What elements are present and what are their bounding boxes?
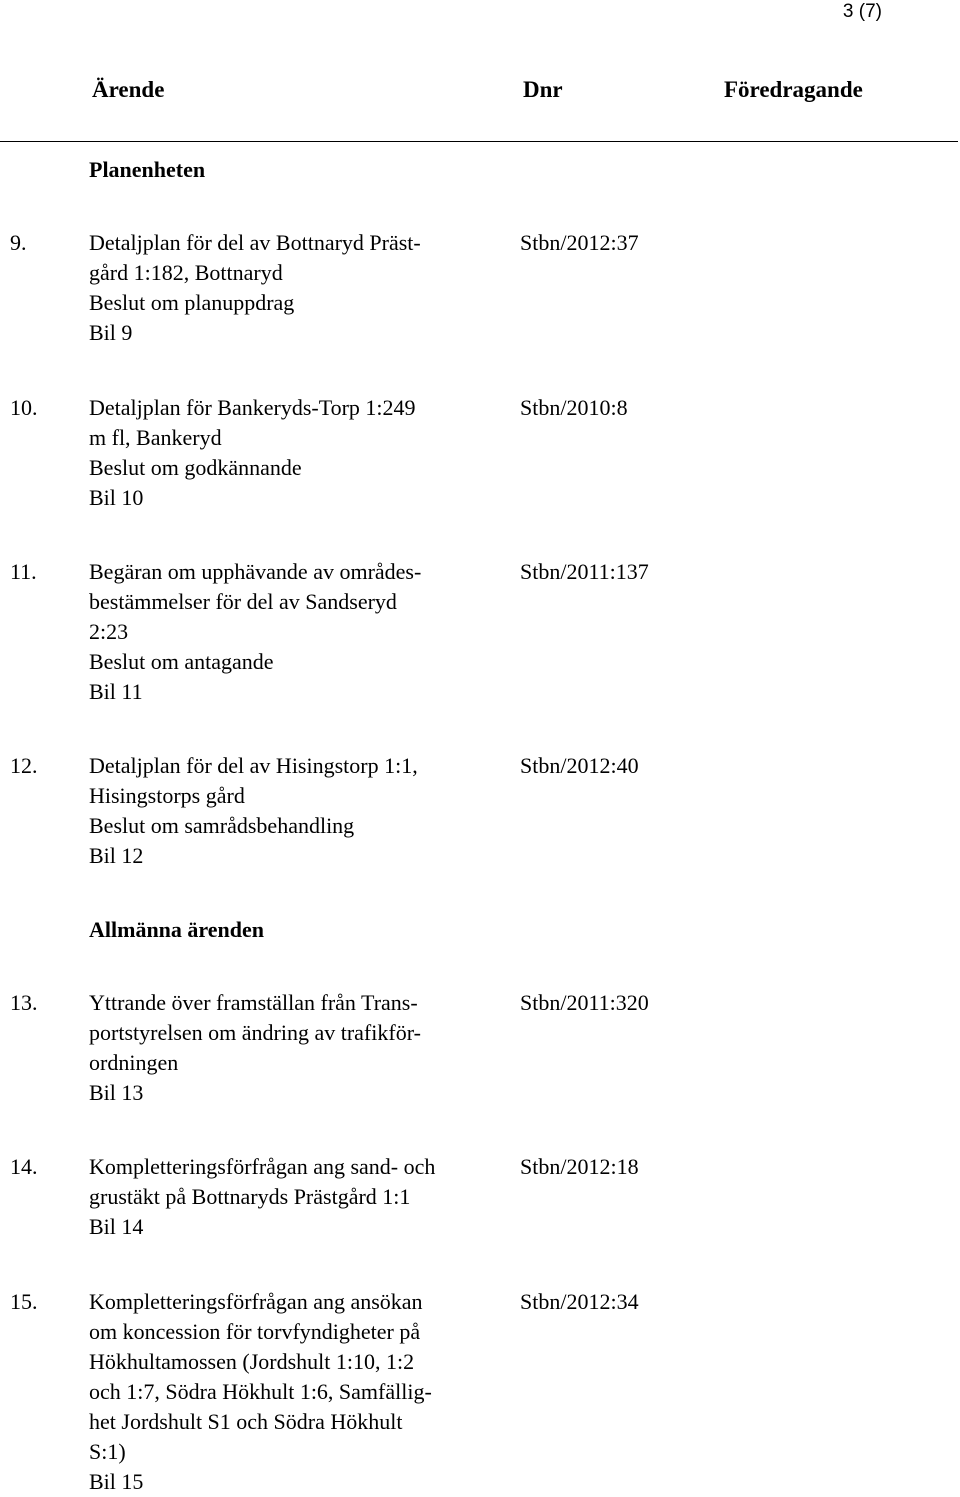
item-line: ordningen — [89, 1050, 179, 1075]
item-line: Beslut om godkännande — [89, 455, 302, 480]
item-line: S:1) — [89, 1439, 126, 1464]
column-header-foredragande: Föredragande — [724, 77, 863, 102]
item-dnr: Stbn/2011:320 — [520, 990, 649, 1015]
item-line: m fl, Bankeryd — [89, 425, 222, 450]
item-line: Bil 11 — [89, 679, 143, 704]
item-number: 12. — [10, 753, 38, 778]
item-dnr: Stbn/2012:18 — [520, 1154, 639, 1179]
item-line: Bil 15 — [89, 1469, 144, 1494]
item-dnr: Stbn/2012:37 — [520, 230, 639, 255]
item-number: 10. — [10, 395, 38, 420]
item-description — [89, 751, 514, 871]
item-line: gård 1:182, Bottnaryd — [89, 260, 283, 285]
item-line: Bil 13 — [89, 1080, 144, 1105]
item-line: Detaljplan för del av Bottnaryd Präst- — [89, 230, 421, 255]
section-heading-planenheten: Planenheten — [89, 157, 206, 182]
item-number: 11. — [10, 559, 37, 584]
item-dnr: Stbn/2012:34 — [520, 1289, 639, 1314]
item-number: 15. — [10, 1289, 38, 1314]
header-divider — [0, 141, 958, 142]
item-line: Beslut om antagande — [89, 649, 274, 674]
item-description — [89, 1152, 514, 1242]
item-line: Hisingstorps gård — [89, 783, 245, 808]
item-line: Hökhultamossen (Jordshult 1:10, 1:2 — [89, 1349, 415, 1374]
item-line: Detaljplan för Bankeryds-Torp 1:249 — [89, 395, 416, 420]
item-number: 9. — [10, 230, 27, 255]
item-line: Beslut om planuppdrag — [89, 290, 295, 315]
column-header-dnr: Dnr — [523, 77, 563, 102]
item-line: Bil 10 — [89, 485, 144, 510]
item-line: Beslut om samrådsbehandling — [89, 813, 355, 838]
item-description — [89, 557, 514, 707]
item-line: Bil 12 — [89, 843, 144, 868]
item-line: Detaljplan för del av Hisingstorp 1:1, — [89, 753, 418, 778]
item-line: Bil 9 — [89, 320, 133, 345]
item-number: 14. — [10, 1154, 38, 1179]
item-dnr: Stbn/2011:137 — [520, 559, 649, 584]
item-line: 2:23 — [89, 619, 129, 644]
item-line: Kompletteringsförfrågan ang sand- och — [89, 1154, 436, 1179]
item-line: Yttrande över framställan från Trans- — [89, 990, 418, 1015]
item-line: om koncession för torvfyndigheter på — [89, 1319, 421, 1344]
item-line: het Jordshult S1 och Södra Hökhult — [89, 1409, 403, 1434]
item-description — [89, 393, 514, 513]
item-line: Bil 14 — [89, 1214, 144, 1239]
item-number: 13. — [10, 990, 38, 1015]
section-heading-allmanna-arenden: Allmänna ärenden — [89, 917, 265, 942]
item-line: bestämmelser för del av Sandseryd — [89, 589, 397, 614]
item-dnr: Stbn/2012:40 — [520, 753, 639, 778]
item-line: portstyrelsen om ändring av trafikför- — [89, 1020, 421, 1045]
page-number: 3 (7) — [842, 1, 882, 22]
column-header-arende: Ärende — [92, 77, 165, 102]
item-description — [89, 988, 514, 1108]
item-description — [89, 1287, 514, 1497]
item-line: Begäran om upphävande av områdes- — [89, 559, 422, 584]
item-line: Kompletteringsförfrågan ang ansökan — [89, 1289, 423, 1314]
item-dnr: Stbn/2010:8 — [520, 395, 628, 420]
item-line: grustäkt på Bottnaryds Prästgård 1:1 — [89, 1184, 411, 1209]
item-line: och 1:7, Södra Hökhult 1:6, Samfällig- — [89, 1379, 432, 1404]
item-description — [89, 228, 514, 348]
